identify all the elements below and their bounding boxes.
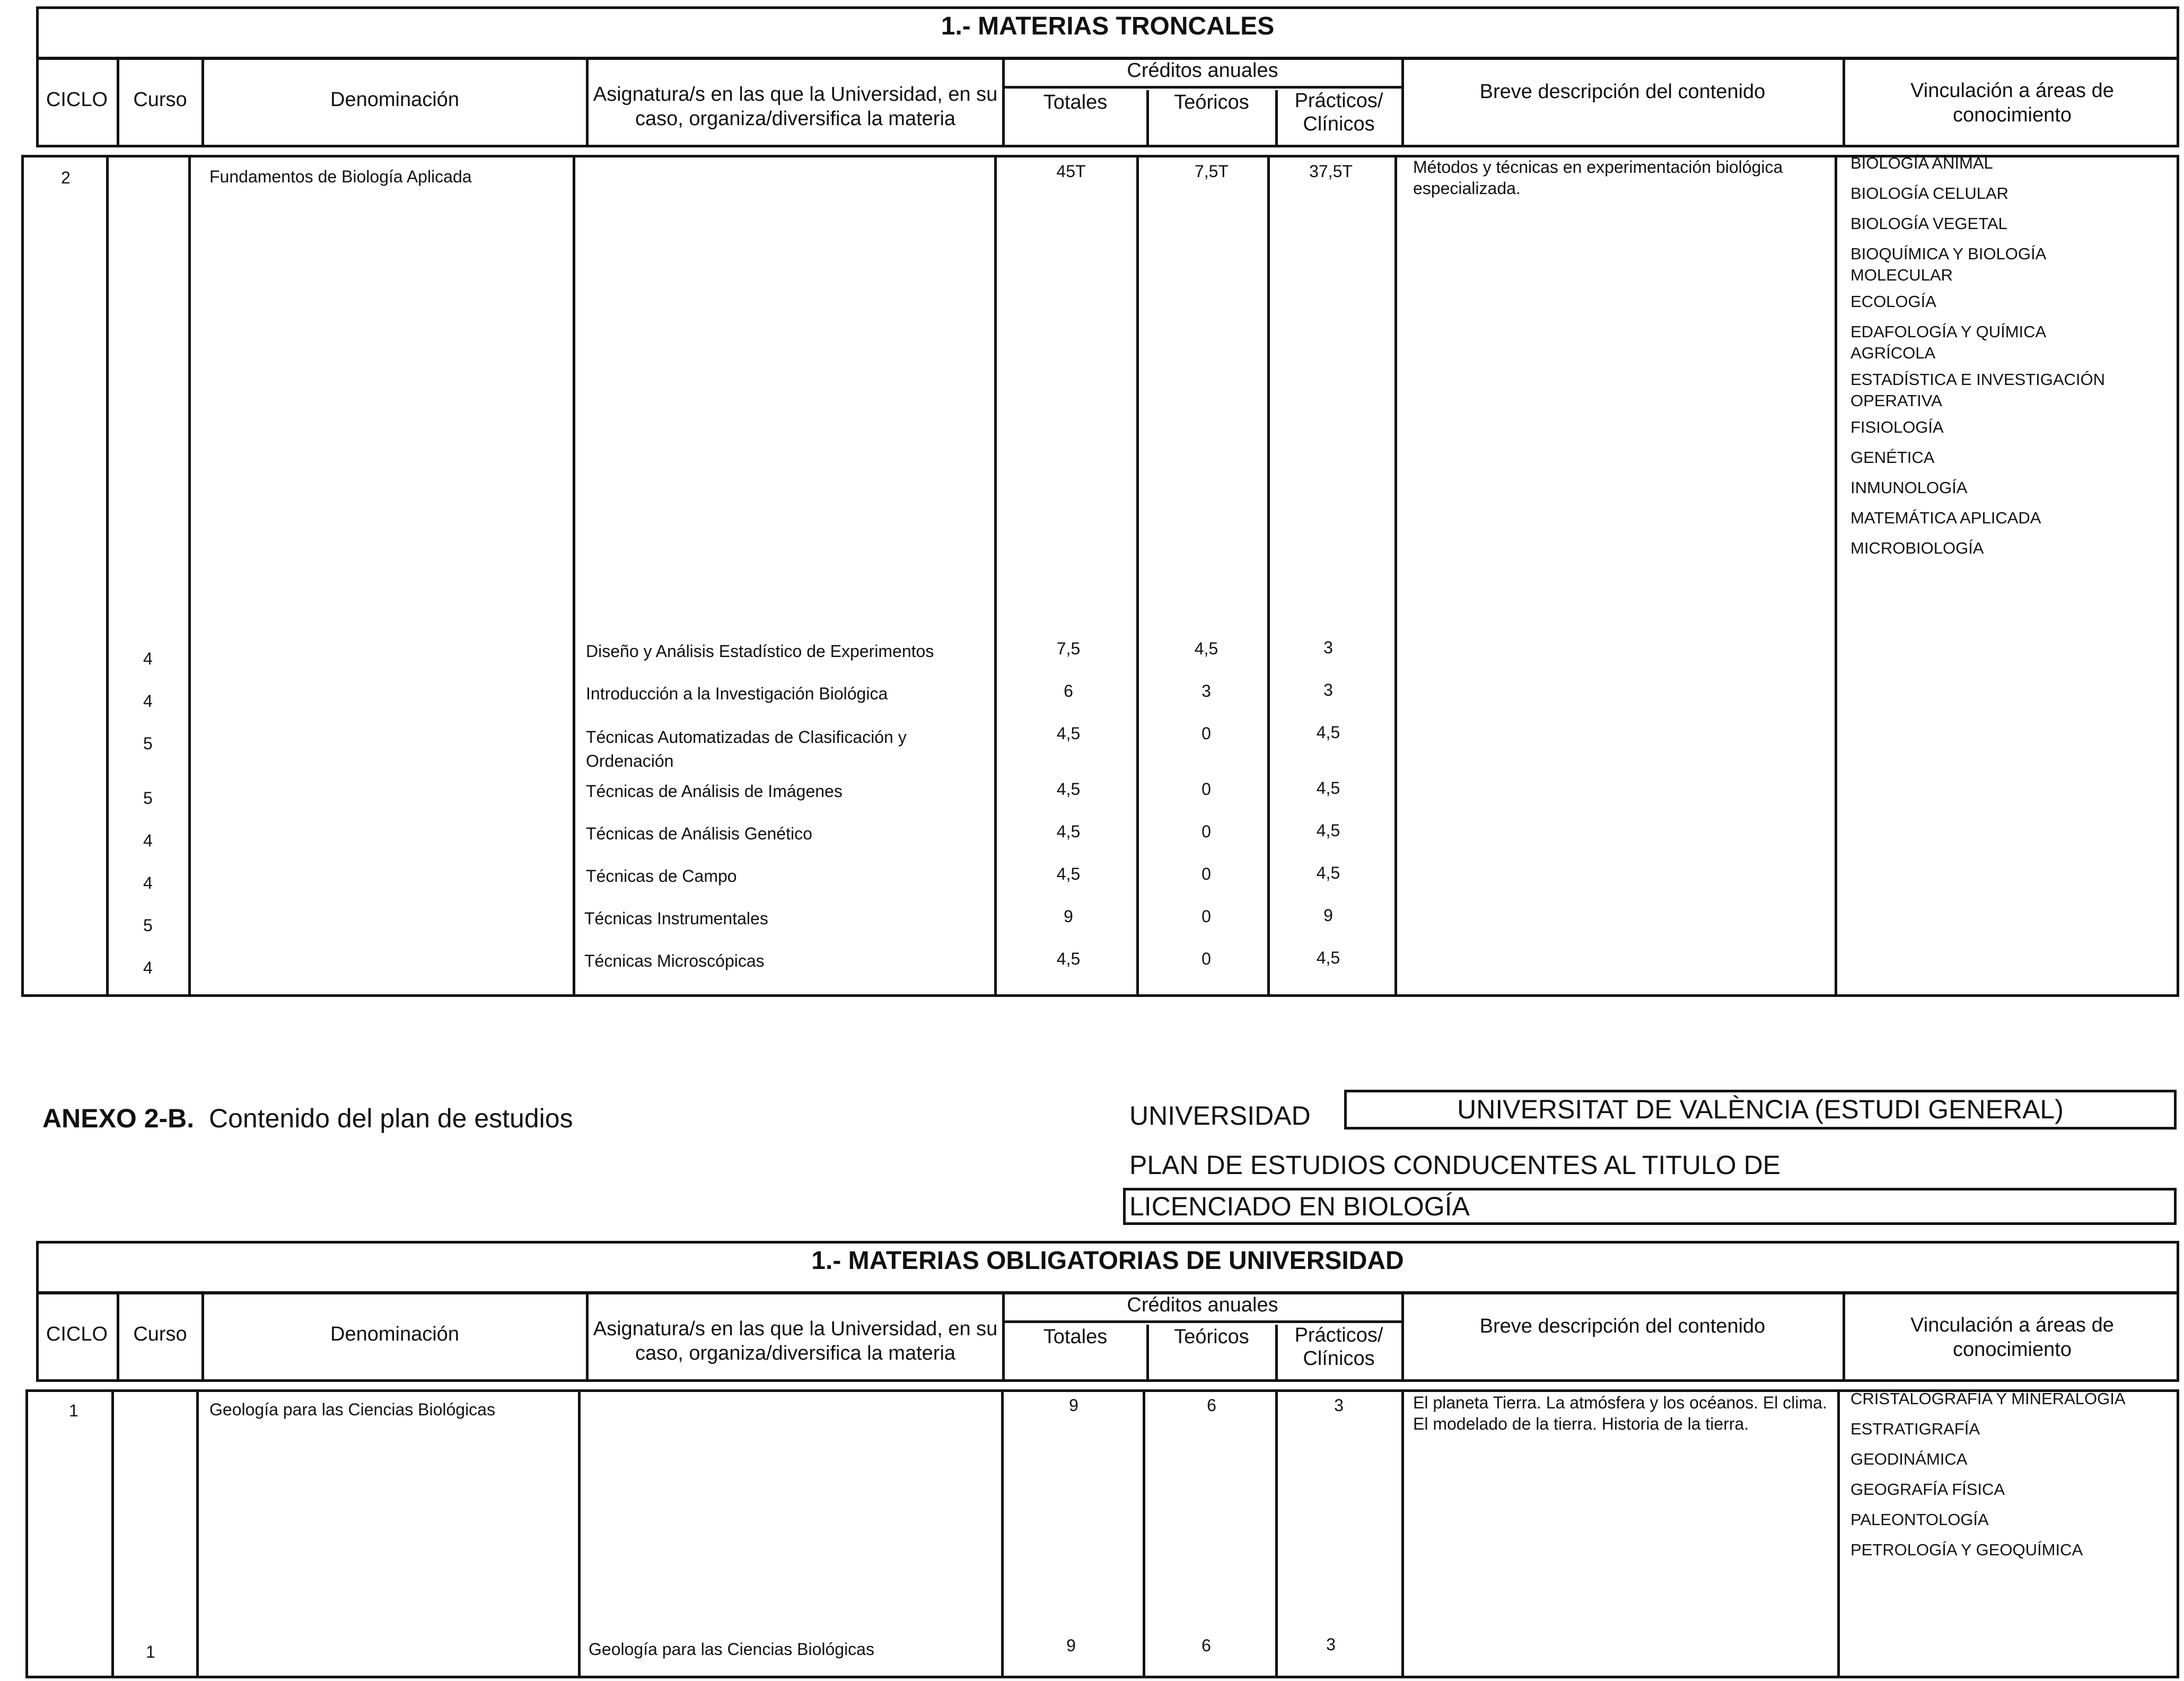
header-creditos: Créditos anuales — [1127, 1294, 1278, 1316]
s1-main-practicos: 37,5T — [1309, 162, 1353, 181]
s2-row-teoricos: 6 — [1201, 1636, 1211, 1655]
s1-row-teoricos: 0 — [1201, 822, 1211, 841]
s1-areas-list — [1850, 153, 2174, 568]
titulo-name: LICENCIADO EN BIOLOGÍA — [1129, 1192, 1470, 1221]
s1-row-asignatura: Técnicas Instrumentales — [584, 909, 768, 928]
s1-row-asignatura: Técnicas de Análisis de Imágenes — [586, 782, 843, 801]
annex-text: Contenido del plan de estudios — [208, 1104, 573, 1133]
header-ciclo: CICLO — [46, 1323, 108, 1345]
area-item: INMUNOLOGÍA — [1850, 478, 1968, 497]
s1-row-teoricos: 3 — [1201, 681, 1211, 701]
s1-row-teoricos: 0 — [1201, 864, 1211, 883]
area-item: ESTADÍSTICA E INVESTIGACIÓN OPERATIVA — [1850, 370, 2106, 410]
s1-row-totales: 4,5 — [1056, 724, 1081, 743]
header-vinculacion: Vinculación a áreas de conocimiento — [1910, 80, 2114, 126]
s1-row-curso: 4 — [143, 873, 153, 892]
s2-areas-list — [1850, 1388, 2179, 1570]
s1-row-totales: 7,5 — [1056, 639, 1081, 658]
area-item: BIOLOGÍA CELULAR — [1850, 184, 2009, 203]
s1-row-practicos: 3 — [1323, 638, 1333, 657]
universidad-name: UNIVERSITAT DE VALÈNCIA (ESTUDI GENERAL) — [1457, 1095, 2064, 1124]
header-practicos: Prácticos/ Clínicos — [1294, 90, 1383, 135]
s1-main-teoricos: 7,5T — [1194, 162, 1229, 181]
area-item: GEODINÁMICA — [1850, 1450, 1968, 1468]
area-item: MICROBIOLOGÍA — [1850, 539, 1984, 557]
header-teoricos: Teóricos — [1174, 1326, 1249, 1348]
area-item: GEOGRAFÍA FÍSICA — [1850, 1480, 2005, 1499]
header-descripcion: Breve descripción del contenido — [1479, 1315, 1766, 1337]
area-item: PALEONTOLOGÍA — [1850, 1510, 1989, 1529]
header-totales: Totales — [1043, 1326, 1108, 1348]
s1-row-asignatura: Técnicas Automatizadas de Clasificación y Ordenación — [586, 728, 907, 771]
s1-main-descripcion: Métodos y técnicas en experimentación biológica especializada. — [1413, 157, 1783, 198]
s1-row-practicos: 4,5 — [1316, 723, 1340, 742]
area-item: BIOLOGÍA ANIMAL — [1850, 154, 1993, 172]
s1-row-totales: 4,5 — [1056, 864, 1081, 883]
area-item: FISIOLOGÍA — [1850, 418, 1944, 436]
s1-row-curso: 5 — [143, 734, 153, 753]
s2-row-practicos: 3 — [1326, 1635, 1336, 1654]
s1-main-ciclo: 2 — [61, 168, 71, 187]
annex-label: ANEXO 2-B. — [42, 1104, 195, 1133]
s1-row-practicos: 4,5 — [1316, 778, 1340, 798]
s1-row-teoricos: 4,5 — [1194, 639, 1218, 658]
s1-row-practicos: 9 — [1323, 906, 1333, 925]
s1-row-totales: 4,5 — [1056, 822, 1081, 841]
s1-row-curso: 4 — [143, 831, 153, 850]
area-item: MATEMÁTICA APLICADA — [1850, 509, 2041, 527]
header-descripcion: Breve descripción del contenido — [1479, 81, 1766, 103]
area-item: BIOQUÍMICA Y BIOLOGÍA MOLECULAR — [1850, 244, 2046, 284]
plan-label: PLAN DE ESTUDIOS CONDUCENTES AL TITULO DE — [1129, 1150, 1781, 1180]
s1-row-curso: 4 — [143, 649, 153, 668]
s1-row-teoricos: 0 — [1201, 907, 1211, 926]
s2-row-asignatura: Geología para las Ciencias Biológicas — [589, 1640, 874, 1659]
s1-row-asignatura: Técnicas de Análisis Genético — [586, 824, 812, 843]
s1-main-totales: 45T — [1056, 162, 1086, 181]
s1-row-teoricos: 0 — [1201, 780, 1211, 799]
s1-row-practicos: 4,5 — [1316, 821, 1340, 840]
universidad-label: UNIVERSIDAD — [1129, 1101, 1311, 1131]
header-teoricos: Teóricos — [1174, 91, 1249, 113]
header-curso: Curso — [133, 1323, 187, 1345]
annex-line — [42, 1103, 573, 1134]
s1-row-curso: 5 — [143, 789, 153, 808]
s2-main-descripcion: El planeta Tierra. La atmósfera y los océanos. El clima. El modelado de la tierra. Historia de la tierra. — [1413, 1393, 1827, 1433]
s2-main-practicos: 3 — [1334, 1396, 1344, 1415]
s2-main-denominacion: Geología para las Ciencias Biológicas — [209, 1400, 495, 1419]
header-curso: Curso — [133, 89, 187, 111]
s2-main-ciclo: 1 — [69, 1401, 78, 1420]
s1-row-asignatura: Técnicas Microscópicas — [584, 951, 765, 970]
s1-row-totales: 4,5 — [1056, 949, 1081, 968]
s2-row-totales: 9 — [1066, 1636, 1076, 1655]
s1-row-teoricos: 0 — [1201, 724, 1211, 743]
area-item: GENÉTICA — [1850, 448, 1935, 467]
s1-row-asignatura: Diseño y Análisis Estadístico de Experimentos — [586, 642, 934, 661]
area-item: CRISTALOGRAFÍA Y MINERALOGÍA — [1850, 1389, 2126, 1408]
header-creditos: Créditos anuales — [1127, 59, 1278, 82]
s1-main-denominacion: Fundamentos de Biología Aplicada — [209, 167, 472, 186]
area-item: BIOLOGÍA VEGETAL — [1850, 214, 2007, 233]
s1-row-totales: 9 — [1064, 907, 1073, 926]
area-item: EDAFOLOGÍA Y QUÍMICA AGRÍCOLA — [1850, 322, 2046, 362]
s1-row-curso: 5 — [143, 916, 153, 935]
header-asignaturas: Asignatura/s en las que la Universidad, en su caso, organiza/diversifica la materia — [593, 83, 998, 130]
s1-row-curso: 4 — [143, 691, 153, 711]
section2-title: 1.- MATERIAS OBLIGATORIAS DE UNIVERSIDAD — [811, 1247, 1404, 1275]
header-practicos: Prácticos/ Clínicos — [1294, 1324, 1383, 1370]
s2-main-teoricos: 6 — [1207, 1396, 1216, 1415]
header-ciclo: CICLO — [46, 89, 108, 111]
s2-row-curso: 1 — [146, 1642, 155, 1661]
header-denominacion: Denominación — [330, 1323, 459, 1345]
s1-row-asignatura: Introducción a la Investigación Biológica — [586, 684, 888, 703]
header-vinculacion: Vinculación a áreas de conocimiento — [1910, 1314, 2114, 1361]
s1-row-totales: 6 — [1064, 681, 1073, 701]
header-totales: Totales — [1043, 91, 1108, 113]
area-item: PETROLOGÍA Y GEOQUÍMICA — [1850, 1540, 2083, 1559]
s2-main-totales: 9 — [1069, 1396, 1078, 1415]
area-item: ESTRATIGRAFÍA — [1850, 1420, 1980, 1438]
s1-row-asignatura: Técnicas de Campo — [586, 866, 737, 886]
header-denominacion: Denominación — [330, 89, 459, 111]
s1-row-practicos: 4,5 — [1316, 863, 1340, 882]
s1-row-practicos: 4,5 — [1316, 948, 1340, 967]
area-item: ECOLOGÍA — [1850, 292, 1936, 311]
s1-row-teoricos: 0 — [1201, 949, 1211, 968]
section1-title: 1.- MATERIAS TRONCALES — [941, 12, 1275, 40]
s1-row-practicos: 3 — [1323, 680, 1333, 699]
header-asignaturas: Asignatura/s en las que la Universidad, en su caso, organiza/diversifica la materia — [593, 1318, 998, 1364]
s1-row-totales: 4,5 — [1056, 780, 1081, 799]
s1-row-curso: 4 — [143, 958, 153, 977]
